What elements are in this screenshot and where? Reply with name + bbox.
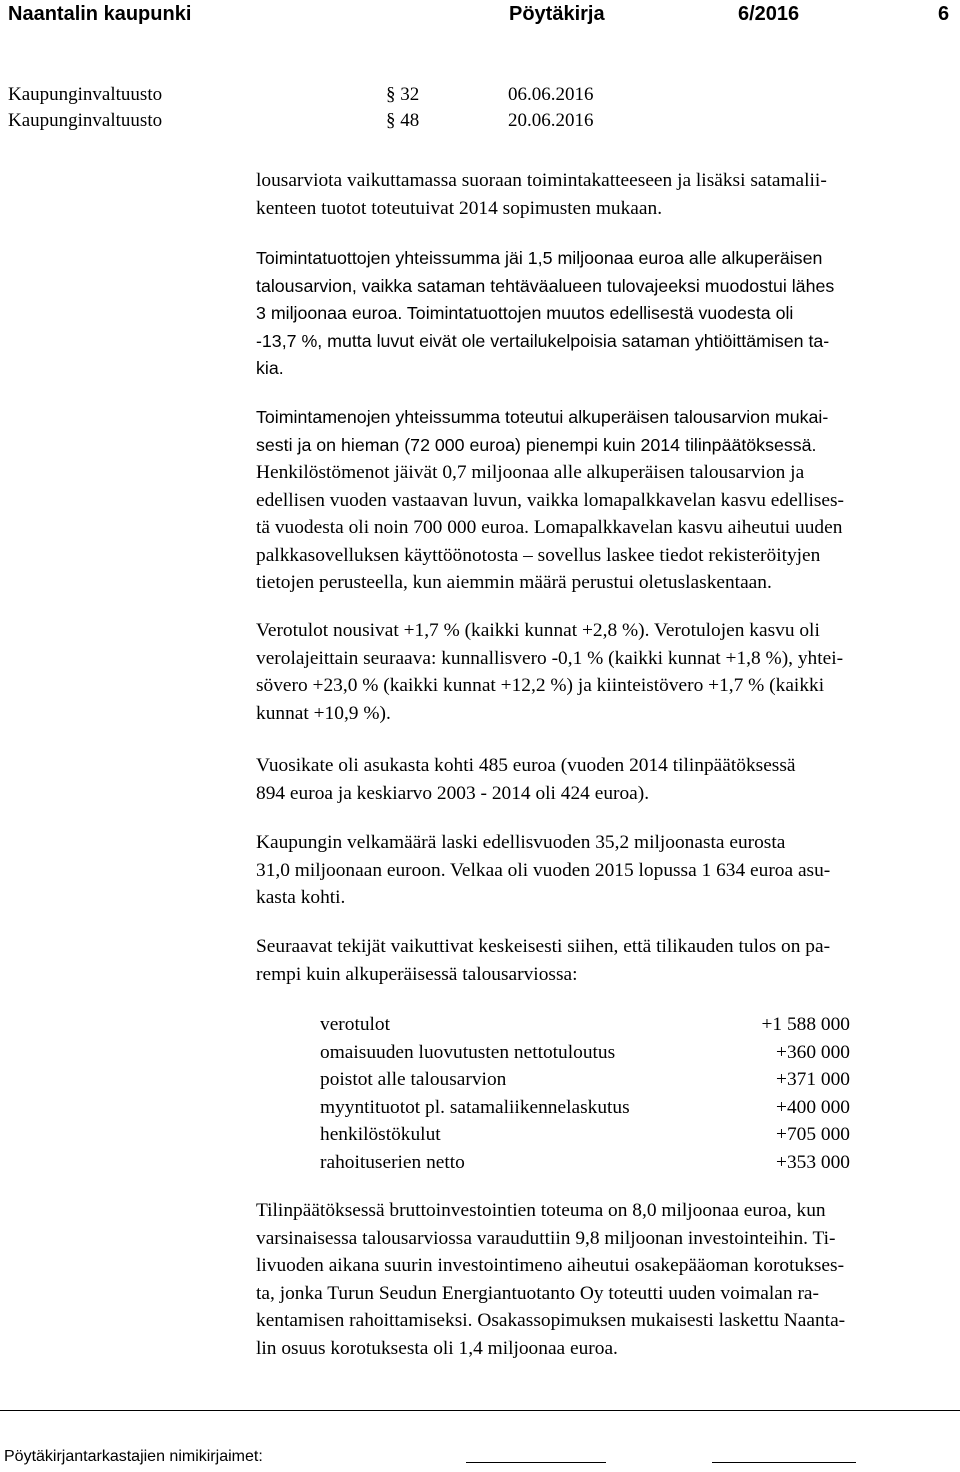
signature-line	[712, 1462, 856, 1463]
text-line: kia.	[256, 358, 284, 378]
paragraph	[256, 829, 932, 912]
factor-label: rahoituserien netto	[320, 1151, 465, 1173]
text-line: Tilinpäätöksessä bruttoinvestointien toteuma on 8,0 miljoonaa euroa, kun	[256, 1200, 826, 1221]
text-line: Verotulot nousivat +1,7 % (kaikki kunnat +2,8 %). Verotulojen kasvu oli	[256, 620, 820, 641]
factor-label: verotulot	[320, 1014, 391, 1035]
factor-value: +400 000	[776, 1096, 850, 1118]
text-line: Vuosikate oli asukasta kohti 485 euroa (vuoden 2014 tilinpäätöksessä	[256, 755, 796, 776]
factor-value: +353 000	[776, 1151, 850, 1173]
table-row	[320, 1149, 850, 1177]
text-line: sesti ja on hieman (72 000 euroa) pienempi kuin 2014 tilinpäätöksessä.	[256, 434, 817, 455]
text-line: varsinaisessa talousarviossa varauduttiin 9,8 miljoonan investointeihin. Ti-	[256, 1227, 836, 1249]
footer-signature-label: Pöytäkirjantarkastajien nimikirjaimet:	[4, 1448, 263, 1465]
text-line: 894 euroa ja keskiarvo 2003 - 2014 oli 424 euroa).	[256, 782, 650, 804]
text-line: sövero +23,0 % (kaikki kunnat +12,2 %) ja kiinteistövero +1,7 % (kaikki	[256, 675, 825, 696]
text-line: verolajeittain seuraava: kunnallisvero -0,1 % (kaikki kunnat +1,8 %), yhtei-	[256, 647, 844, 669]
organization-name: Naantalin kaupunki	[8, 3, 192, 25]
paragraph	[256, 752, 932, 807]
paragraph	[256, 617, 932, 727]
factor-value: +705 000	[776, 1124, 850, 1145]
page-header	[0, 0, 960, 30]
meeting-section: § 48	[386, 110, 419, 132]
text-line: Toimintamenojen yhteissumma toteutui alkuperäisen talousarvion mukai-	[256, 407, 829, 427]
text-line: -13,7 %, mutta luvut eivät ole vertailukelpoisia sataman yhtiöittämisen ta-	[256, 330, 830, 351]
factor-label: omaisuuden luovutusten nettotuloutus	[320, 1041, 616, 1063]
text-line: rempi kuin alkuperäisessä talousarviossa:	[256, 963, 578, 985]
table-row	[320, 1094, 850, 1122]
text-line: kenteen tuotot toteutuivat 2014 sopimusten mukaan.	[256, 197, 663, 219]
meeting-body: Kaupunginvaltuusto	[8, 84, 163, 105]
paragraph	[256, 933, 932, 988]
paragraph	[256, 245, 932, 383]
text-line: lin osuus korotuksesta oli 1,4 miljoonaa euroa.	[256, 1337, 618, 1359]
document-number: 6/2016	[738, 3, 800, 25]
factor-label: myyntituotot pl. satamaliikennelaskutus	[320, 1096, 630, 1118]
text-line: edellisen vuoden vastaavan luvun, vaikka lomapalkkavelan kasvu edellises-	[256, 489, 844, 511]
text-line: Kaupungin velkamäärä laski edellisvuoden 35,2 miljoonasta eurosta	[256, 832, 786, 853]
page-number: 6	[938, 3, 950, 25]
text-line: ta, jonka Turun Seudun Energiantuotanto Oy toteutti uuden voimalan ra-	[256, 1282, 819, 1304]
text-line: kentamisen rahoittamiseksi. Osakassopimuksen mukaisesti laskettu Naanta-	[256, 1310, 846, 1331]
table-row	[320, 1121, 850, 1149]
factor-value: +1 588 000	[761, 1014, 850, 1035]
text-line: kasta kohti.	[256, 887, 346, 908]
table-row	[320, 1039, 850, 1067]
meeting-body: Kaupunginvaltuusto	[8, 110, 163, 131]
text-line: lousarviota vaikuttamassa suoraan toimintakatteeseen ja lisäksi satamalii-	[256, 170, 827, 191]
text-line: talousarvion, vaikka sataman tehtäväalueen tulovajeeksi muodostui lähes	[256, 275, 835, 296]
factor-label: poistot alle talousarvion	[320, 1069, 507, 1090]
factor-label: henkilöstökulut	[320, 1124, 441, 1145]
text-line: tietojen perusteella, kun aiemmin määrä perustui oletuslaskentaan.	[256, 572, 772, 593]
footer-divider	[0, 1410, 960, 1411]
paragraph	[256, 404, 932, 597]
factor-value: +371 000	[776, 1069, 850, 1090]
text-line: kunnat +10,9 %).	[256, 702, 391, 724]
table-row	[320, 1011, 850, 1039]
document-type: Pöytäkirja	[509, 3, 605, 25]
meeting-date: 20.06.2016	[508, 110, 594, 131]
signature-line	[466, 1462, 606, 1463]
text-line: 3 miljoonaa euroa. Toimintatuottojen muutos edellisestä vuodesta oli	[256, 303, 794, 323]
paragraph	[256, 1197, 932, 1362]
text-line: Henkilöstömenot jäivät 0,7 miljoonaa alle alkuperäisen talousarvion ja	[256, 462, 805, 483]
meeting-date: 06.06.2016	[508, 84, 594, 105]
text-line: Toimintatuottojen yhteissumma jäi 1,5 miljoonaa euroa alle alkuperäisen	[256, 248, 823, 268]
table-row	[320, 1066, 850, 1094]
text-line: livuoden aikana suurin investointimeno aiheutui osakepääoman korotukses-	[256, 1255, 845, 1276]
paragraph	[256, 167, 932, 222]
text-line: palkkasovelluksen käyttöönotosta – sovellus laskee tiedot rekisteröityjen	[256, 544, 821, 566]
meeting-section: § 32	[386, 84, 419, 106]
text-line: tä vuodesta oli noin 700 000 euroa. Lomapalkkavelan kasvu aiheutui uuden	[256, 517, 843, 538]
text-line: Seuraavat tekijät vaikuttivat keskeisesti siihen, että tilikauden tulos on pa-	[256, 936, 831, 957]
text-line: 31,0 miljoonaan euroon. Velkaa oli vuoden 2015 lopussa 1 634 euroa asu-	[256, 859, 831, 881]
factor-value: +360 000	[776, 1041, 850, 1063]
factors-table	[320, 1011, 850, 1176]
